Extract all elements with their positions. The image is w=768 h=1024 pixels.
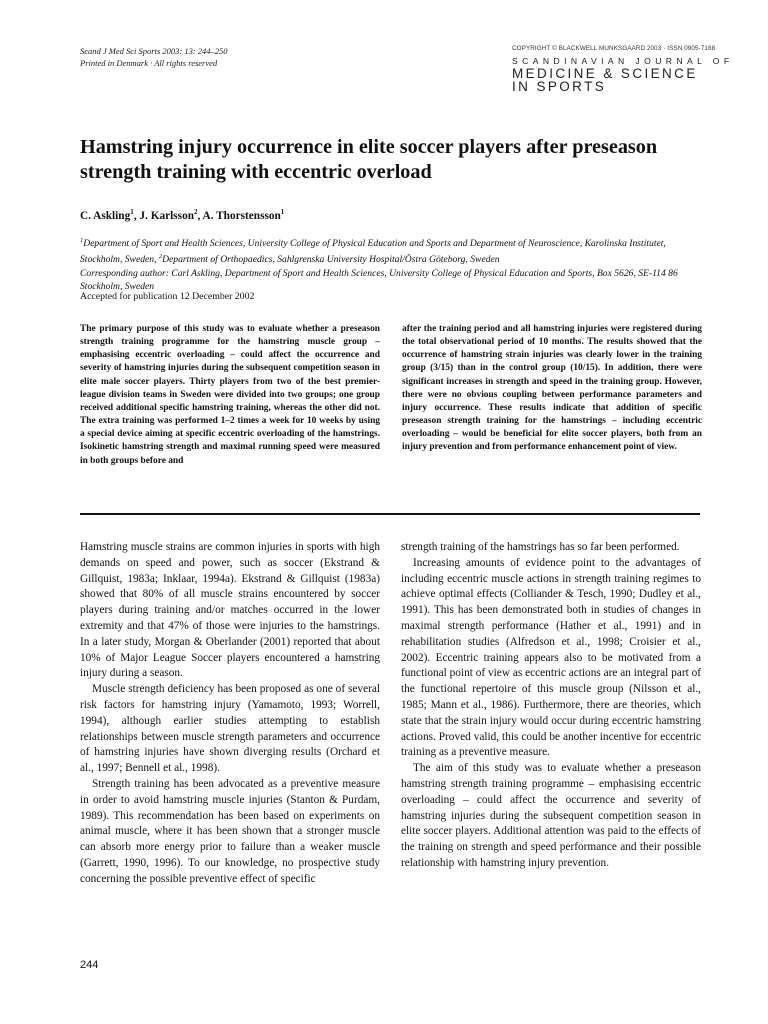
author-name[interactable]: C. Askling xyxy=(80,209,131,222)
author-affil-mark: 2 xyxy=(194,208,198,216)
body-paragraph: Muscle strength deficiency has been proposed as one of several risk factors for hamstring injury (Yamamoto, 1993; Worrell, 1994), although earlier studies attempting to establish relationships between muscle strength parameters and occurrence of hamstring injuries have shown diverging results (Orchard et al., 1997; Bennell et al., 1998). xyxy=(80,683,380,775)
journal-name-line1: SCANDINAVIAN JOURNAL OF xyxy=(512,56,734,66)
abstract-left-column: The primary purpose of this study was to evaluate whether a preseason strength training programme for the hamstring muscle group – emphasising eccentric overloading – could affect the occurrence and severity of hamstring injuries during the subsequent competition season in elite male soccer players. Thirty players from two of the best premier-league division teams in Sweden were divided into two groups; one group received additional specific hamstring training, whereas the other did not. The extra training was performed 1–2 times a week for 10 weeks by using a special device aiming at specific eccentric overloading of the hamstrings. Isokinetic hamstring strength and maximal running speed were measured in both groups before and xyxy=(80,324,380,466)
author-name[interactable]: J. Karlsson xyxy=(139,209,194,222)
body-paragraph: Increasing amounts of evidence point to the advantages of including eccentric muscle actions in strength training regimes to achieve optimal effects (Colliander & Tesch, 1990; Dudley et al., 1991). This has been demonstrated both in studies of changes in maximal strength performance (Hather et al., 1991) and in rehabilitation studies (Alfredson et al., 1998; Croisier et al., 2002). Eccentric training appears also to be motivated from a functional point of view as eccentric actions are an integral part of the functional repertoire of this muscle group (Nilsson et al., 1985; Mann et al., 1986). Furthermore, there are theories, which state that the strain injury would occur during eccentric hamstring actions. Proved valid, this could be another incentive for eccentric training as a preventive measure. xyxy=(401,556,701,759)
journal-name-line2: MEDICINE & SCIENCE xyxy=(512,66,698,81)
section-divider xyxy=(80,513,700,515)
affil-mark-1: 1 xyxy=(80,237,84,244)
printed-line: Printed in Denmark · All rights reserved xyxy=(80,58,218,68)
citation-block xyxy=(80,45,228,69)
corresponding-author: Corresponding author: Carl Askling, Department of Sport and Health Sciences, University College of Physical Education and Sports, Box 5626, SE-114 86 Stockholm, Sweden xyxy=(80,267,678,292)
body-right-column xyxy=(401,540,701,872)
journal-masthead xyxy=(512,45,734,94)
author-affil-mark: 1 xyxy=(130,208,134,216)
affil-mark-2: 2 xyxy=(158,253,163,261)
page-number: 244 xyxy=(80,959,99,971)
body-paragraph: Hamstring muscle strains are common injuries in sports with high demands on speed and power, such as soccer (Ekstrand & Gillquist, 1983a; Inklaar, 1994a). Ekstrand & Gillquist (1983a) showed that 80% of all muscle strains encountered by soccer players during training and/or matches occurred in the lower extremity and that 47% of those were injuries to the hamstrings. In a later study, Morgan & Oberlander (2001) reported that about 10% of Major League Soccer players encountered a hamstring injury during a season. xyxy=(80,541,380,680)
author-separator: , xyxy=(133,209,140,222)
journal-name-line3: IN SPORTS xyxy=(512,79,607,94)
author-name[interactable]: A. Thorstensson xyxy=(202,209,281,222)
copyright-line: COPYRIGHT © BLACKWELL MUNKSGAARD 2003 · ISSN 0905-7188 xyxy=(512,45,716,52)
accepted-date: Accepted for publication 12 December 2002 xyxy=(80,291,255,302)
article-title: Hamstring injury occurrence in elite soccer players after preseason strength training with eccentric overload xyxy=(80,136,658,183)
affiliation-2: Department of Orthopaedics, Sahlgrenska University Hospital/Östra Göteborg, Sweden xyxy=(162,254,500,266)
body-left-column xyxy=(80,540,380,888)
author-list xyxy=(80,208,284,222)
affiliations xyxy=(80,234,695,293)
body-paragraph: strength training of the hamstrings has so far been performed. xyxy=(401,541,680,553)
body-paragraph: Strength training has been advocated as a preventive measure in order to avoid hamstring muscle injuries (Stanton & Purdam, 1989). This recommendation has been based on experiments on animal muscle, where it has been shown that a stronger muscle can absorb more energy prior to failure than a weaker muscle (Garrett, 1990, 1996). To our knowledge, no prospective study concerning the possible preventive effect of specific xyxy=(80,777,380,885)
affiliation-lines xyxy=(80,234,695,267)
author-affil-mark: 1 xyxy=(280,208,285,216)
author-separator: , xyxy=(197,209,203,222)
body-paragraph: The aim of this study was to evaluate whether a preseason hamstring strength training programme – emphasising eccentric overloading – could affect the occurrence and severity of hamstring injuries during the subsequent competition season in elite soccer players. Additional attention was paid to the effects of the training on strength and speed performance and their possible relationship with hamstring injury prevention. xyxy=(401,762,701,869)
abstract-right-column: after the training period and all hamstring injuries were registered during the total observational period of 10 months. The results showed that the occurrence of hamstring strain injuries was clearly lower in the training group (3/15) than in the control group (10/15). In addition, there were significant increases in strength and speed in the training group. However, there were no obvious coupling between performance parameters and injury occurrence. These results indicate that addition of specific preseason strength training for the hamstrings – including eccentric overloading – would be beneficial for elite soccer players, both from an injury prevention and from performance enhancement point of view. xyxy=(402,324,702,453)
citation-line: Scand J Med Sci Sports 2003: 13: 244–250 xyxy=(80,46,228,56)
affiliation-1: Department of Sport and Health Sciences, University College of Physical Education and Sports and Department of Neuroscience, Karolinska Institutet, Stockholm, Sweden, xyxy=(80,238,666,266)
